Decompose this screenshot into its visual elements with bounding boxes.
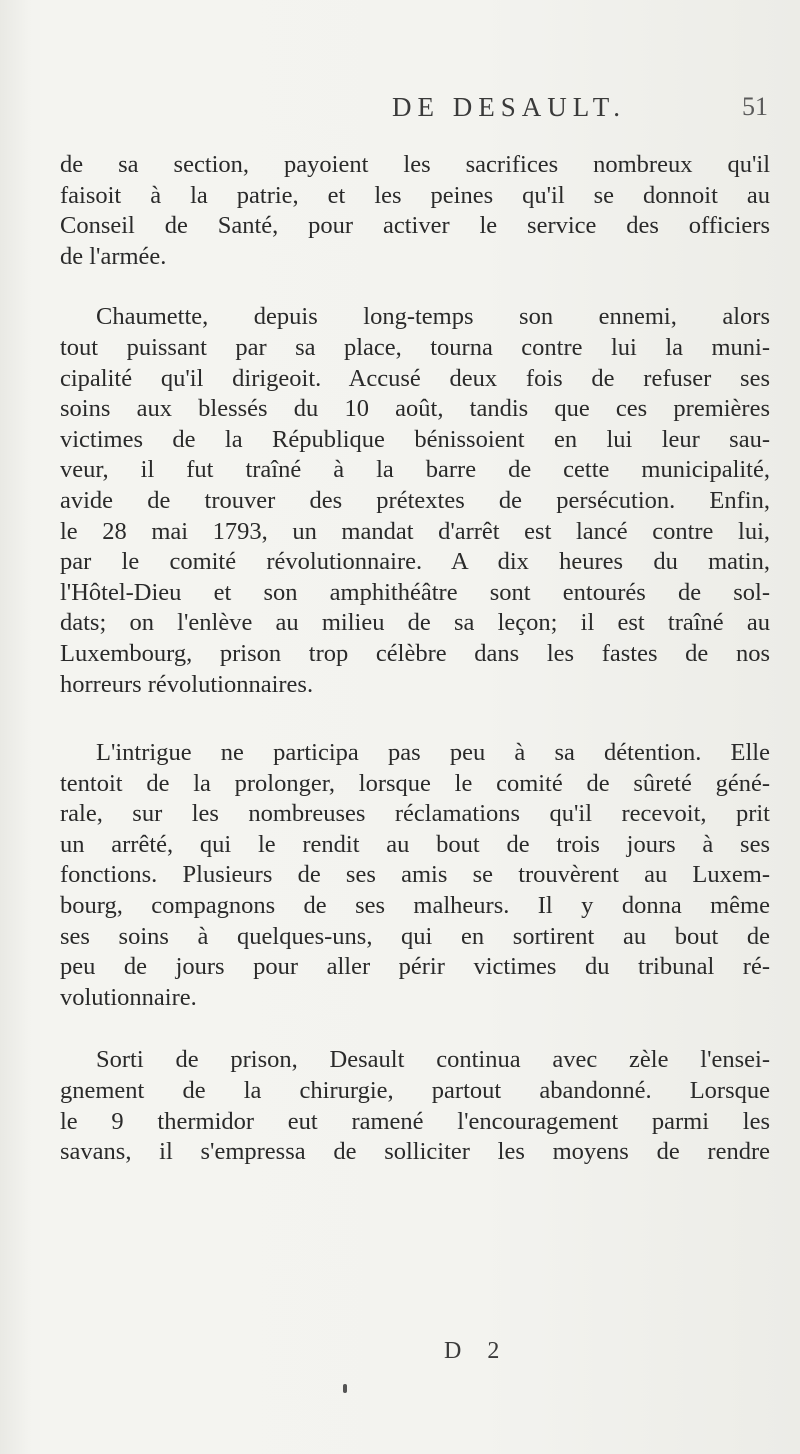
text-line: gnement de la chirurgie, partout abandonné. Lorsque	[60, 1077, 770, 1105]
text-line: Sorti de prison, Desault continua avec zèle l'ensei-	[96, 1046, 770, 1074]
text-line: bourg, compagnons de ses malheurs. Il y donna même	[60, 892, 770, 920]
text-line: savans, il s'empressa de solliciter les moyens de rendre	[60, 1138, 770, 1166]
text-line: le 28 mai 1793, un mandat d'arrêt est lancé contre lui,	[60, 517, 770, 545]
text-line: avide de trouver des prétextes de persécution. Enfin,	[60, 486, 770, 514]
text-line: faisoit à la patrie, et les peines qu'il se donnoit au	[60, 181, 770, 209]
text-line: victimes de la République bénissoient en lui leur sau-	[60, 425, 770, 453]
text-line: dats; on l'enlève au milieu de sa leçon; il est traîné au	[60, 609, 770, 637]
text-line: le 9 thermidor eut ramené l'encouragement parmi les	[60, 1107, 770, 1135]
text-line: tout puissant par sa place, tourna contre lui la muni-	[60, 333, 770, 361]
text-line: rale, sur les nombreuses réclamations qu'il recevoit, prit	[60, 800, 770, 828]
running-head	[0, 92, 800, 132]
text-line: Chaumette, depuis long-temps son ennemi, alors	[96, 303, 770, 331]
paragraph-4	[60, 1045, 770, 1167]
text-line: l'Hôtel-Dieu et son amphithéâtre sont entourés de sol-	[60, 578, 770, 606]
text-line: cipalité qu'il dirigeoit. Accusé deux fois de refuser ses	[60, 364, 770, 392]
text-line: peu de jours pour aller périr victimes du tribunal ré-	[60, 953, 770, 981]
text-line: Conseil de Santé, pour activer le service des officiers	[60, 212, 770, 240]
text-line: par le comité révolutionnaire. A dix heures du matin,	[60, 548, 770, 576]
text-line: soins aux blessés du 10 août, tandis que ces premières	[60, 395, 770, 423]
text-line: ses soins à quelques-uns, qui en sortirent au bout de	[60, 922, 770, 950]
text-line: volutionnaire.	[60, 983, 197, 1011]
text-line: de sa section, payoient les sacrifices nombreux qu'il	[60, 151, 770, 178]
text-line: tentoit de la prolonger, lorsque le comité de sûreté géné-	[60, 769, 770, 797]
text-line: horreurs révolutionnaires.	[60, 670, 314, 698]
signature-mark: D 2	[444, 1338, 510, 1364]
paragraph-3	[60, 738, 770, 1013]
text-line: L'intrigue ne participa pas peu à sa détention. Elle	[96, 739, 770, 767]
text-line: veur, il fut traîné à la barre de cette municipalité,	[60, 456, 770, 484]
body-text	[60, 150, 770, 1168]
text-line: un arrêté, qui le rendit au bout de trois jours à ses	[60, 830, 770, 858]
text-line: fonctions. Plusieurs de ses amis se trouvèrent au Luxem-	[60, 861, 770, 889]
paragraph-1	[60, 150, 770, 272]
ink-speck	[343, 1384, 347, 1393]
text-line: de l'armée.	[60, 242, 167, 270]
paragraph-2	[60, 302, 770, 700]
page-number: 51	[742, 92, 768, 121]
running-title: DE DESAULT.	[392, 92, 626, 122]
text-line: Luxembourg, prison trop célèbre dans les fastes de nos	[60, 639, 770, 667]
